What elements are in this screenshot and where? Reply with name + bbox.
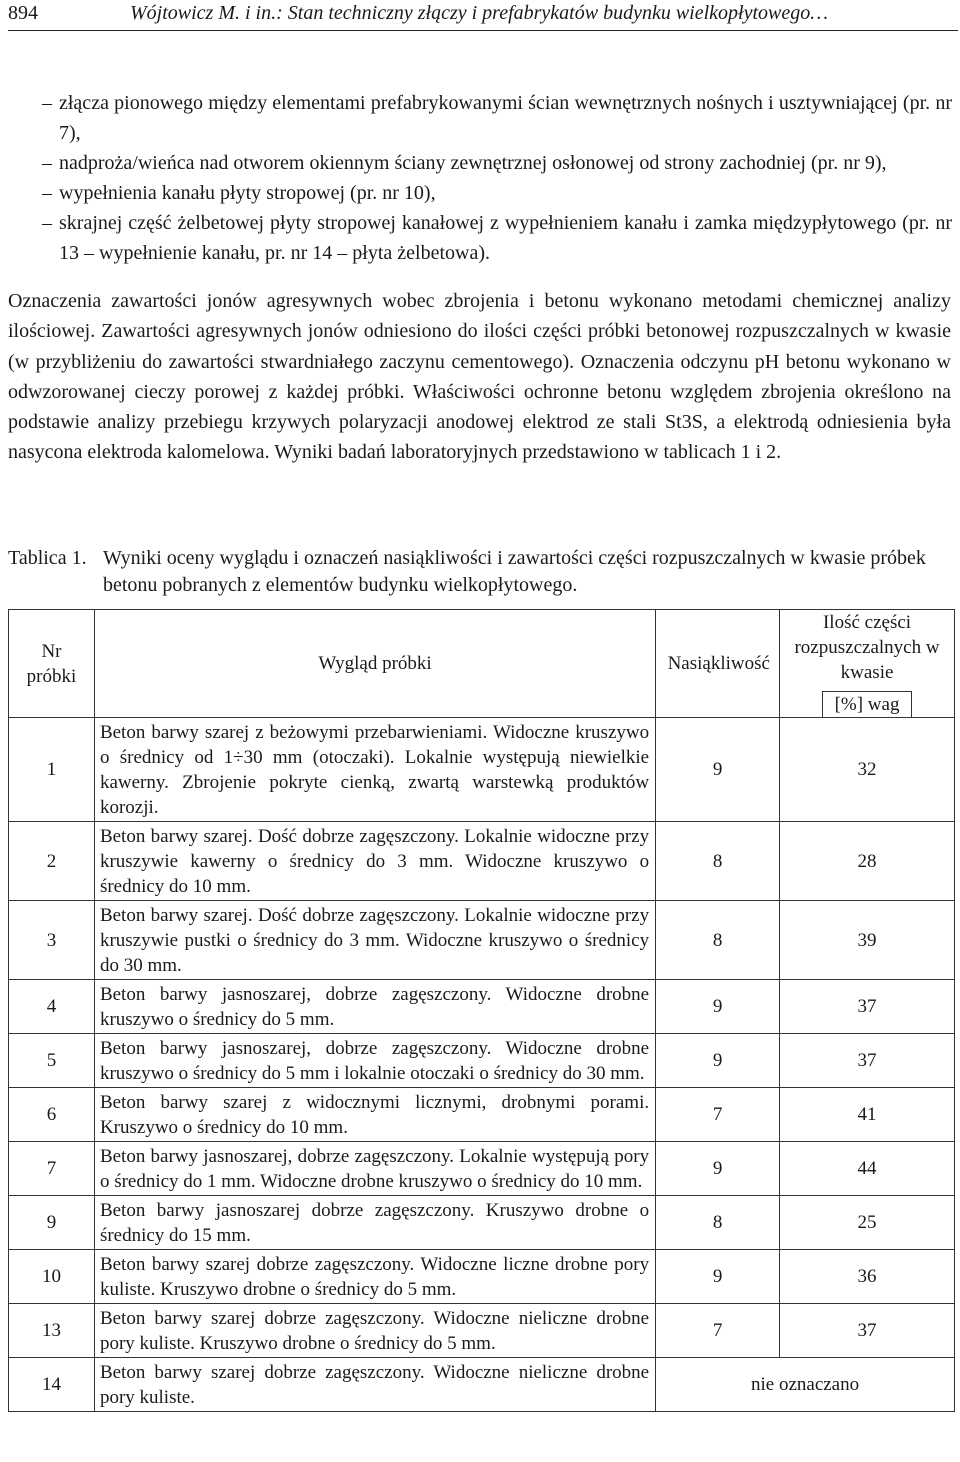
- cell-nasiakliwosc: 8: [656, 901, 780, 980]
- bullet-dash: –: [42, 182, 52, 204]
- running-title: Wójtowicz M. i in.: Stan techniczny złączy i prefabrykatów budynku wielkopłytowego…: [130, 2, 829, 24]
- cell-ilosc: 37: [780, 980, 955, 1034]
- cell-nasiakliwosc: 9: [656, 718, 780, 822]
- cell-nasiakliwosc: 8: [656, 1196, 780, 1250]
- header-desc: Wygląd próbki: [94, 610, 655, 718]
- cell-ilosc: 32: [780, 718, 955, 822]
- bullet-dash: –: [42, 152, 52, 174]
- cell-desc: Beton barwy jasnoszarej, dobrze zagęszczony. Lokalnie występują pory o średnicy do 1 mm. Widoczne drobne kruszywo o średnicy do 10 mm.: [94, 1142, 655, 1196]
- cell-ilosc: 37: [780, 1034, 955, 1088]
- header-ilosc: [780, 610, 955, 718]
- cell-ilosc: 28: [780, 822, 955, 901]
- cell-desc: Beton barwy szarej dobrze zagęszczony. Widoczne liczne drobne pory kuliste. Kruszywo drobne o średnicy do 5 mm.: [94, 1250, 655, 1304]
- cell-ilosc: 44: [780, 1142, 955, 1196]
- cell-nr: 3: [9, 901, 95, 980]
- cell-nr: 5: [9, 1034, 95, 1088]
- cell-desc: Beton barwy szarej dobrze zagęszczony. Widoczne nieliczne drobne pory kuliste. Kruszywo drobne o średnicy do 5 mm.: [94, 1304, 655, 1358]
- cell-nr: 14: [9, 1358, 95, 1412]
- table-row: [9, 980, 955, 1034]
- cell-nr: 4: [9, 980, 95, 1034]
- page-header: [8, 0, 958, 31]
- cell-nr: 6: [9, 1088, 95, 1142]
- header-nr: Nr próbki: [9, 610, 95, 718]
- table-row: [9, 1034, 955, 1088]
- bullet-list: [42, 88, 952, 268]
- cell-nasiakliwosc: 9: [656, 1250, 780, 1304]
- cell-nr: 2: [9, 822, 95, 901]
- cell-desc: Beton barwy jasnoszarej, dobrze zagęszczony. Widoczne drobne kruszywo o średnicy do 5 mm.: [94, 980, 655, 1034]
- cell-nr: 1: [9, 718, 95, 822]
- table-row: [9, 718, 955, 822]
- cell-desc: Beton barwy jasnoszarej dobrze zagęszczony. Kruszywo drobne o średnicy do 15 mm.: [94, 1196, 655, 1250]
- list-item: [42, 88, 952, 148]
- cell-desc: Beton barwy szarej. Dość dobrze zagęszczony. Lokalnie widoczne przy kruszywie kawerny o średnicy do 3 mm. Widoczne kruszywo o średnicy do 10 mm.: [94, 822, 655, 901]
- caption-label: Tablica 1.: [8, 547, 87, 569]
- cell-nasiakliwosc: 9: [656, 980, 780, 1034]
- cell-nasiakliwosc: 7: [656, 1088, 780, 1142]
- cell-not-measured: nie oznaczano: [656, 1358, 955, 1412]
- cell-ilosc: 41: [780, 1088, 955, 1142]
- cell-desc: Beton barwy szarej dobrze zagęszczony. Widoczne nieliczne drobne pory kuliste.: [94, 1358, 655, 1412]
- table-row: [9, 1088, 955, 1142]
- bullet-text: nadproża/wieńca nad otworem okiennym ściany zewnętrznej osłonowej od strony zachodniej (pr. nr 9),: [59, 152, 887, 174]
- cell-nr: 13: [9, 1304, 95, 1358]
- cell-nr: 9: [9, 1196, 95, 1250]
- table-row: [9, 1196, 955, 1250]
- cell-desc: Beton barwy jasnoszarej, dobrze zagęszczony. Widoczne drobne kruszywo o średnicy do 5 mm i lokalnie otoczaki o średnicy do 30 mm.: [94, 1034, 655, 1088]
- cell-ilosc: 25: [780, 1196, 955, 1250]
- bullet-dash: –: [42, 92, 52, 114]
- bullet-dash: –: [42, 212, 52, 234]
- cell-ilosc: 39: [780, 901, 955, 980]
- cell-nasiakliwosc: 9: [656, 1142, 780, 1196]
- cell-nasiakliwosc: 8: [656, 822, 780, 901]
- header-ilosc-label: Ilość części rozpuszczalnych w kwasie: [794, 612, 940, 683]
- cell-desc: Beton barwy szarej z beżowymi przebarwieniami. Widoczne kruszywo o średnicy od 1÷30 mm (otoczaki). Lokalnie występują niewielkie kawerny. Zbrojenie pokryte cienką, zwartą warstewką produktów korozji.: [94, 718, 655, 822]
- table-row: [9, 1142, 955, 1196]
- cell-desc: Beton barwy szarej z widocznymi licznymi, drobnymi porami. Kruszywo o średnicy do 10 mm.: [94, 1088, 655, 1142]
- table-row: [9, 822, 955, 901]
- header-nasiakliwosc: Nasiąkliwość: [656, 610, 780, 718]
- body-paragraph: Oznaczenia zawartości jonów agresywnych wobec zbrojenia i betonu wykonano metodami chemicznej analizy ilościowej. Zawartości agresywnych jonów odniesiono do ilości części próbki betonowej rozpuszczalnych w kwasie (w przybliżeniu do zawartości stwardniałego zaczynu cementowego). Oznaczenia odczynu pH betonu wykonano w odwzorowanej cieczy porowej z każdej próbki. Właściwości ochronne betonu względem zbrojenia określono na podstawie analizy przebiegu krzywych polaryzacji anodowej elektrod ze stali St3S, a elektrodą odniesienia była nasycona elektroda kalomelowa. Wyniki badań laboratoryjnych przedstawiono w tablicach 1 i 2.: [8, 290, 951, 464]
- cell-desc: Beton barwy szarej. Dość dobrze zagęszczony. Lokalnie widoczne przy kruszywie pustki o średnicy do 3 mm. Widoczne kruszywo o średnicy do 30 mm.: [94, 901, 655, 980]
- caption-text: Wyniki oceny wyglądu i oznaczeń nasiąkliwości i zawartości części rozpuszczalnych w kwasie próbek betonu pobranych z elementów budynku wielkopłytowego.: [103, 547, 926, 596]
- cell-nasiakliwosc: 9: [656, 1034, 780, 1088]
- header-unit: [%] wag: [822, 691, 913, 717]
- list-item: [42, 178, 952, 208]
- table-row: [9, 901, 955, 980]
- cell-nr: 10: [9, 1250, 95, 1304]
- cell-nr: 7: [9, 1142, 95, 1196]
- list-item: [42, 208, 952, 268]
- list-item: [42, 148, 952, 178]
- table-header-row: [9, 610, 955, 718]
- table-row: [9, 1304, 955, 1358]
- bullet-text: złącza pionowego między elementami prefabrykowanymi ścian wewnętrznych nośnych i usztywniającej (pr. nr 7),: [59, 92, 952, 144]
- bullet-text: wypełnienia kanału płyty stropowej (pr. nr 10),: [59, 182, 436, 204]
- table-row: [9, 1358, 955, 1412]
- cell-nasiakliwosc: 7: [656, 1304, 780, 1358]
- bullet-text: skrajnej część żelbetowej płyty stropowej kanałowej z wypełnieniem kanału i zamka międzypłytowego (pr. nr 13 – wypełnienie kanału, pr. nr 14 – płyta żelbetowa).: [59, 212, 952, 264]
- cell-ilosc: 37: [780, 1304, 955, 1358]
- results-table: [8, 609, 955, 1412]
- page-number: 894: [8, 2, 38, 24]
- table-row: [9, 1250, 955, 1304]
- cell-ilosc: 36: [780, 1250, 955, 1304]
